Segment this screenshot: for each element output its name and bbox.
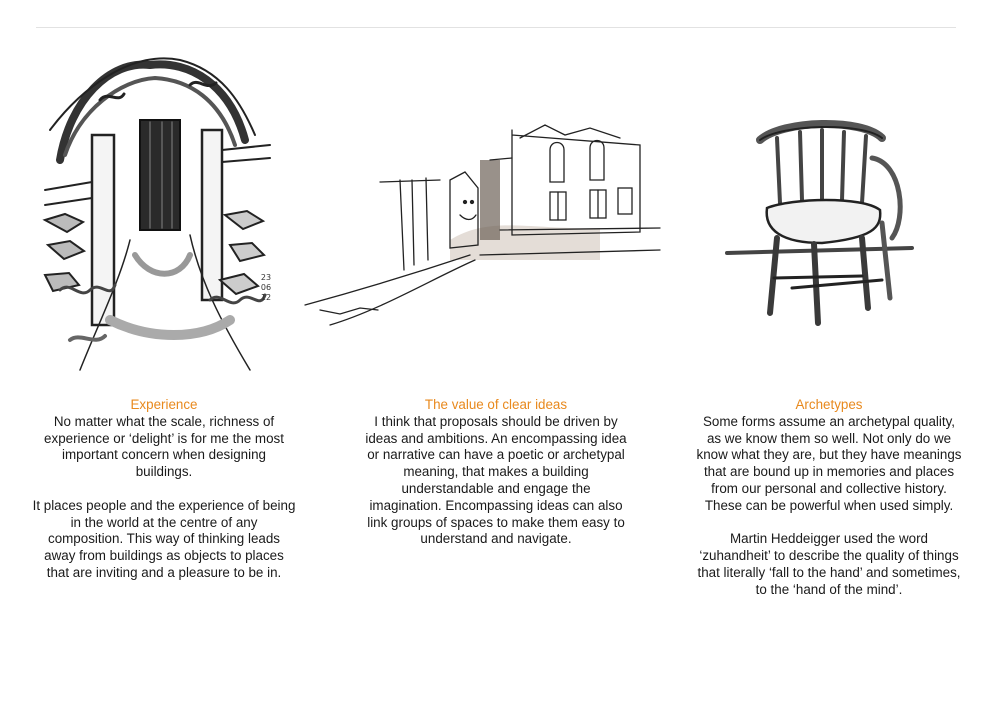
archetypes-title: Archetypes <box>795 397 863 412</box>
sketch-date-day: 23 <box>260 273 272 282</box>
archetypes-paragraph-1: Some forms assume an archetypal quality, as we know them so well. Not only do we know what they are, but they have meanings that are bound up in memories and places from our personal and collective history. These can be powerful when used simply. <box>696 413 962 513</box>
experience-paragraph-1: No matter what the scale, richness of experience or ‘delight’ is for me the most important concern when designing buildings. <box>44 413 284 480</box>
street-buildings-sketch-icon <box>300 120 680 335</box>
experience-title: Experience <box>130 397 198 412</box>
clear-ideas-paragraph-1: I think that proposals should be driven by ideas and ambitions. An encompassing idea or narrative can have a poetic or archetypal meaning, that makes a building understandable and engage the imagination. Encompassing ideas can also link groups of spaces to make them easy to understand and navigate. <box>365 413 627 547</box>
top-divider <box>36 27 956 28</box>
sketch-date-month: 06 <box>260 283 272 292</box>
archetypes-column <box>696 397 962 599</box>
experience-column <box>32 397 296 582</box>
garden-path-sketch-icon <box>40 40 280 385</box>
sketch-date-year: 12 <box>260 293 272 302</box>
chair-sketch-icon <box>722 108 922 330</box>
experience-paragraph-2: It places people and the experience of being in the world at the centre of any composition. This way of thinking leads away from buildings as objects to places that are inviting and a pleasure to be in. <box>32 497 296 580</box>
clear-ideas-column <box>364 397 628 548</box>
clear-ideas-title: The value of clear ideas <box>424 397 568 412</box>
archetypes-paragraph-2: Martin Heddeigger used the word ‘zuhandheit’ to describe the quality of things that literally ‘fall to the hand’ and sometimes, to the ‘hand of the mind’. <box>697 531 961 597</box>
